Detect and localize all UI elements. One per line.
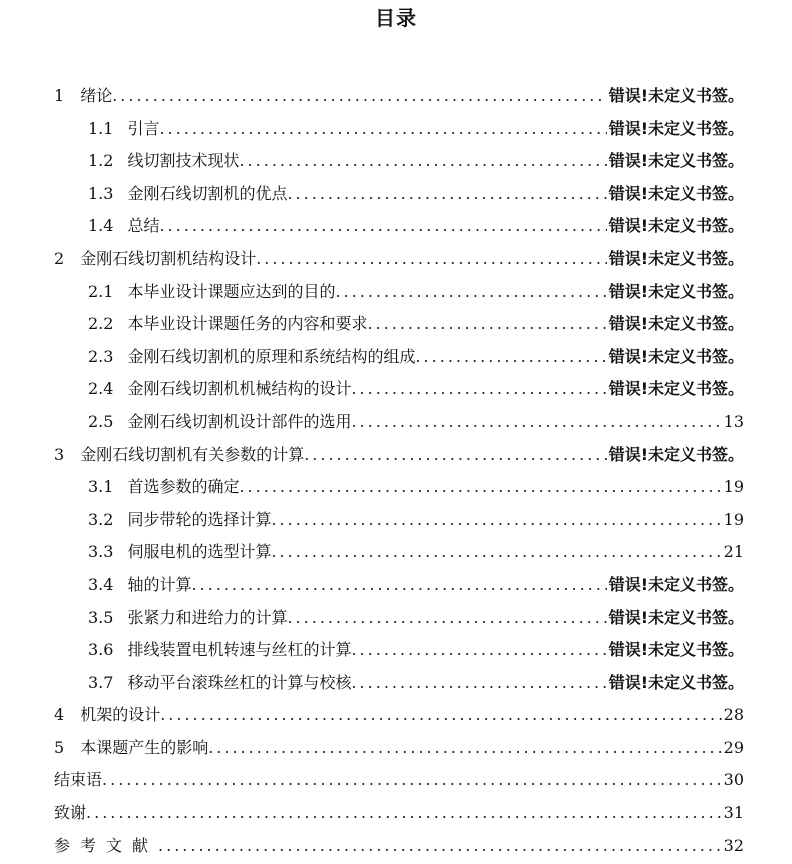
toc-entry[interactable]	[88, 471, 744, 504]
toc-entry-line	[88, 634, 744, 667]
toc-dot-leader	[191, 569, 606, 602]
toc-bookmark-error: 错误!未定义书签。	[608, 444, 744, 464]
toc-dot-leader	[351, 634, 606, 667]
toc-entry[interactable]	[54, 764, 744, 797]
toc-entry-title: 轴的计算	[127, 574, 192, 594]
toc-dot-leader	[159, 113, 606, 146]
toc-entry-line	[88, 667, 744, 700]
toc-entry-number: 2.4	[88, 379, 114, 399]
toc-bookmark-error: 错误!未定义书签。	[608, 314, 744, 334]
toc-dot-leader	[112, 80, 606, 113]
toc-entry-number: 4	[54, 705, 65, 725]
toc-entry-number: 3.2	[88, 509, 114, 529]
toc-entry[interactable]	[54, 439, 744, 472]
toc-entry-title: 参考文献	[54, 835, 159, 855]
toc-entry-number: 3	[54, 444, 65, 464]
toc-bookmark-error: 错误!未定义书签。	[608, 216, 744, 236]
toc-entry-line	[88, 406, 744, 439]
toc-entry-line	[88, 471, 744, 504]
toc-entry-line	[54, 732, 744, 765]
toc-entry-line	[54, 699, 744, 732]
toc-entry-number: 1.4	[88, 216, 114, 236]
toc-entry-line	[88, 373, 744, 406]
toc-dot-leader	[367, 308, 606, 341]
toc-entry-title: 本毕业设计课题应达到的目的	[127, 281, 336, 301]
toc-page-number: 21	[723, 542, 744, 562]
toc-entry-title: 金刚石线切割机机械结构的设计	[127, 379, 352, 399]
toc-entry-title: 本毕业设计课题任务的内容和要求	[127, 314, 368, 334]
toc-entry-number: 5	[54, 737, 65, 757]
toc-entry-line	[88, 308, 744, 341]
toc-entry-title: 绪论	[80, 86, 113, 105]
toc-dot-leader	[351, 406, 721, 439]
toc-entry-number: 3.7	[88, 672, 114, 692]
toc-page-number: 28	[723, 705, 744, 725]
toc-entry[interactable]	[88, 276, 744, 309]
toc-entry-number: 1.3	[88, 183, 114, 203]
toc-entry-title: 致谢	[54, 803, 87, 823]
toc-bookmark-error: 错误!未定义书签。	[608, 379, 744, 399]
toc-entry-number: 2.5	[88, 411, 114, 431]
toc-entry[interactable]	[54, 80, 744, 113]
toc-entry-line	[88, 113, 744, 146]
toc-entry[interactable]	[88, 178, 744, 211]
toc-entry-number: 3.1	[88, 477, 114, 497]
toc-dot-leader	[351, 667, 606, 700]
toc-entry[interactable]	[88, 113, 744, 146]
toc-entry-title: 机架的设计	[80, 705, 161, 725]
toc-entry-title: 首选参数的确定	[127, 477, 240, 497]
toc-entry[interactable]	[88, 536, 744, 569]
toc-bookmark-error: 错误!未定义书签。	[608, 346, 744, 366]
toc-entry-title: 伺服电机的选型计算	[127, 542, 272, 562]
toc-entry-line	[88, 210, 744, 243]
toc-entry-number: 1	[54, 86, 65, 105]
toc-bookmark-error: 错误!未定义书签。	[608, 672, 744, 692]
toc-dot-leader	[287, 602, 606, 635]
toc-entry-line	[88, 145, 744, 178]
toc-entry-number: 1.2	[88, 151, 114, 171]
toc-dot-leader	[86, 797, 722, 830]
table-of-contents	[54, 80, 744, 862]
toc-title: 目录	[375, 6, 417, 30]
toc-entry-number: 2	[54, 248, 65, 268]
toc-entry-number: 2.1	[88, 281, 114, 301]
toc-dot-leader	[415, 341, 606, 374]
toc-entry-title: 金刚石线切割机的原理和系统结构的组成	[127, 346, 416, 366]
toc-entry-title: 金刚石线切割机设计部件的选用	[127, 411, 352, 431]
toc-entry-number: 3.3	[88, 542, 114, 562]
toc-dot-leader	[304, 439, 606, 472]
toc-entry-number: 3.4	[88, 574, 114, 594]
toc-entry-title: 线切割技术现状	[127, 151, 240, 171]
toc-entry[interactable]	[88, 373, 744, 406]
toc-entry-line	[54, 243, 744, 276]
toc-bookmark-error: 错误!未定义书签。	[608, 86, 744, 105]
toc-entry-line	[54, 764, 744, 797]
toc-page-number: 30	[723, 770, 744, 790]
toc-bookmark-error: 错误!未定义书签。	[608, 640, 744, 660]
toc-entry-line	[88, 178, 744, 211]
toc-entry-title: 结束语	[54, 770, 103, 790]
toc-entry[interactable]	[54, 243, 744, 276]
toc-entry-number: 3.6	[88, 640, 114, 660]
toc-entry[interactable]	[54, 699, 744, 732]
toc-entry-line	[54, 830, 744, 863]
toc-dot-leader	[158, 830, 722, 863]
toc-entry-line	[88, 602, 744, 635]
toc-page-number: 31	[723, 803, 744, 823]
toc-dot-leader	[160, 699, 721, 732]
toc-entry-number: 1.1	[88, 118, 114, 138]
toc-entry[interactable]	[88, 569, 744, 602]
toc-entry[interactable]	[88, 504, 744, 537]
toc-dot-leader	[351, 373, 606, 406]
toc-dot-leader	[102, 764, 722, 797]
toc-bookmark-error: 错误!未定义书签。	[608, 248, 744, 268]
toc-entry-title: 引言	[127, 118, 160, 138]
toc-entry-line	[88, 276, 744, 309]
toc-bookmark-error: 错误!未定义书签。	[608, 183, 744, 203]
toc-bookmark-error: 错误!未定义书签。	[608, 574, 744, 594]
toc-page-number: 29	[723, 737, 744, 757]
toc-entry[interactable]	[88, 406, 744, 439]
toc-entry[interactable]	[54, 830, 744, 863]
toc-entry[interactable]	[54, 797, 744, 830]
toc-entry-title: 张紧力和进给力的计算	[127, 607, 288, 627]
toc-bookmark-error: 错误!未定义书签。	[608, 607, 744, 627]
toc-entry-number: 2.2	[88, 314, 114, 334]
toc-entry-title: 本课题产生的影响	[80, 737, 209, 757]
toc-entry[interactable]	[88, 667, 744, 700]
toc-dot-leader	[271, 536, 721, 569]
toc-page-number: 13	[723, 411, 744, 431]
toc-dot-leader	[287, 178, 606, 211]
toc-entry[interactable]	[54, 732, 744, 765]
toc-entry-line	[88, 569, 744, 602]
toc-page-number: 32	[723, 835, 744, 855]
toc-entry-title: 金刚石线切割机结构设计	[80, 248, 257, 268]
toc-dot-leader	[335, 276, 606, 309]
toc-entry[interactable]	[88, 210, 744, 243]
toc-entry-line	[88, 504, 744, 537]
toc-entry-line	[88, 341, 744, 374]
toc-page-number: 19	[723, 509, 744, 529]
toc-entry-title: 总结	[127, 216, 160, 236]
toc-bookmark-error: 错误!未定义书签。	[608, 118, 744, 138]
toc-entry[interactable]	[88, 341, 744, 374]
toc-entry-title: 排线装置电机转速与丝杠的计算	[127, 640, 352, 660]
toc-dot-leader	[271, 504, 721, 537]
toc-entry[interactable]	[88, 634, 744, 667]
toc-entry-title: 移动平台滚珠丝杠的计算与校核	[127, 672, 352, 692]
toc-entry-line	[88, 536, 744, 569]
toc-entry-line	[54, 797, 744, 830]
toc-bookmark-error: 错误!未定义书签。	[608, 281, 744, 301]
toc-entry-number: 2.3	[88, 346, 114, 366]
toc-page-number: 19	[723, 477, 744, 497]
toc-entry-title: 同步带轮的选择计算	[127, 509, 272, 529]
toc-entry[interactable]	[88, 145, 744, 178]
toc-entry-line	[54, 439, 744, 472]
toc-entry[interactable]	[88, 602, 744, 635]
toc-entry-title: 金刚石线切割机有关参数的计算	[80, 444, 305, 464]
toc-dot-leader	[208, 732, 721, 765]
toc-entry-title: 金刚石线切割机的优点	[127, 183, 288, 203]
toc-entry[interactable]	[88, 308, 744, 341]
toc-dot-leader	[239, 145, 606, 178]
toc-dot-leader	[159, 210, 606, 243]
toc-entry-number: 3.5	[88, 607, 114, 627]
toc-dot-leader	[256, 243, 606, 276]
toc-dot-leader	[239, 471, 721, 504]
toc-entry-line	[54, 80, 744, 113]
toc-bookmark-error: 错误!未定义书签。	[608, 151, 744, 171]
